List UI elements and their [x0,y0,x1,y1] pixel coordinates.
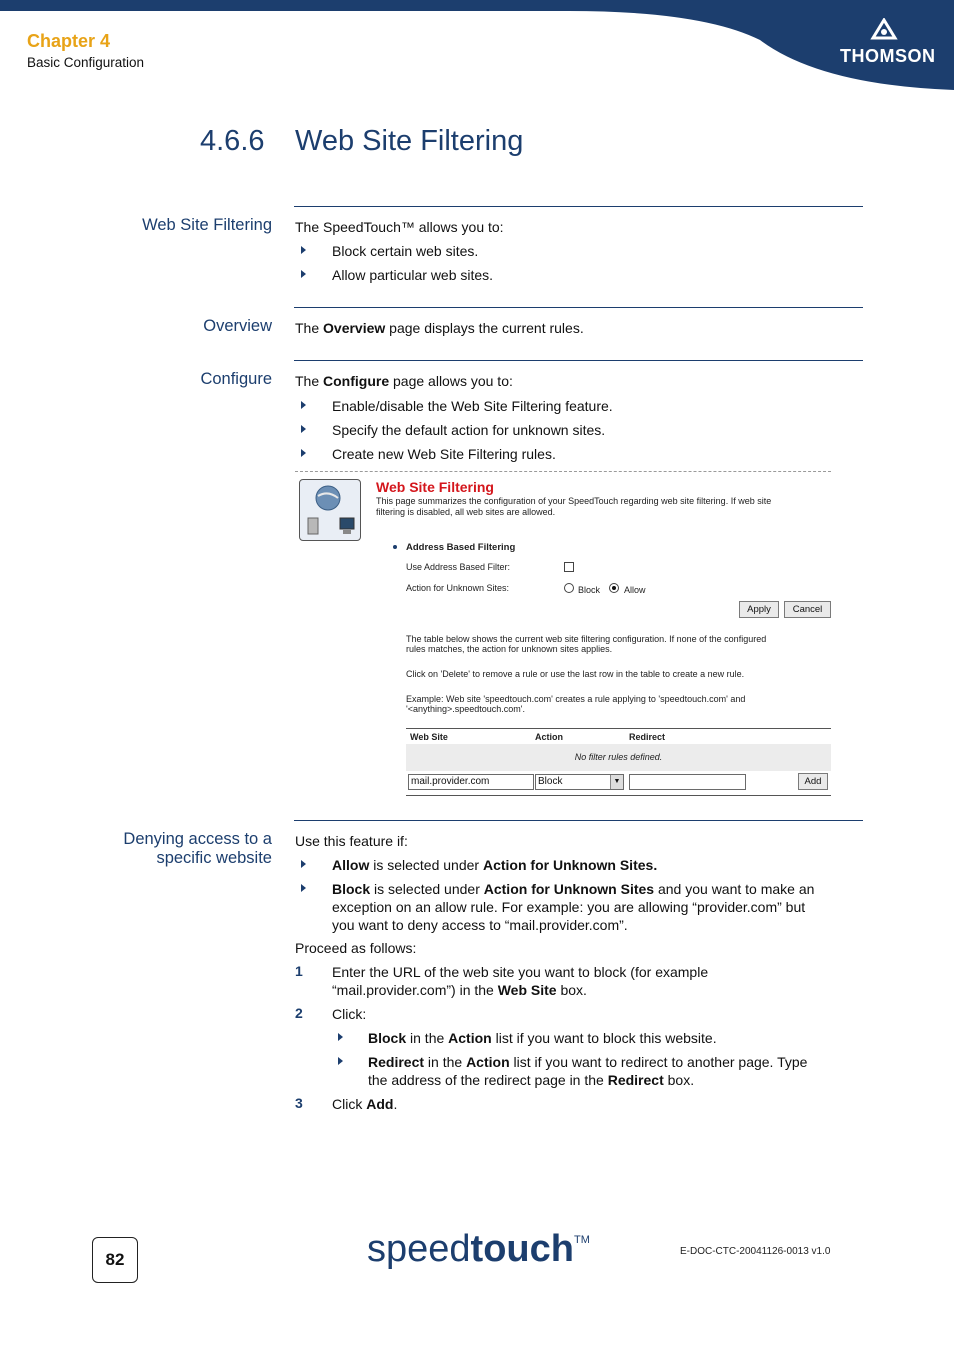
bullet-text: Specify the default action for unknown sites. [332,422,606,438]
divider [294,307,863,308]
web-site-input[interactable]: mail.provider.com [408,774,534,790]
action-unknown-label: Action for Unknown Sites: [406,583,510,593]
configure-text: The Configure page allows you to: [295,373,513,389]
chevron-down-icon: ▼ [610,775,623,789]
step-2-text: Click: [332,1006,367,1022]
rules-table-header [406,728,831,745]
allow-radio[interactable] [609,583,619,593]
section-number: 4.6.6 [200,125,265,157]
side-heading-web-site-filtering: Web Site Filtering [142,216,272,234]
cancel-button[interactable]: Cancel [784,601,831,618]
add-button[interactable]: Add [798,773,828,790]
step-number: 3 [295,1095,303,1111]
info-text-delete: Click on 'Delete' to remove a rule or use the last row in the table to create a new rule. [406,669,745,679]
page-number: 82 [92,1237,138,1283]
screenshot-title: Web Site Filtering [376,479,494,495]
bullet-text: Allow particular web sites. [332,267,494,283]
bullet-arrow-icon [301,401,306,409]
bullet-arrow-icon [301,425,306,433]
bullet-text: Create new Web Site Filtering rules. [332,446,556,462]
web-filter-globe-icon [299,479,361,541]
side-heading-deny-line1: Denying access to a [123,830,272,848]
intro-bullets [295,242,855,290]
thomson-logo-text: THOMSON [840,46,936,66]
header-banner [0,0,954,95]
configure-bullets [295,397,855,469]
bullet-arrow-icon [301,884,306,892]
info-text-example-line2: '<anything>.speedtouch.com'. [406,704,526,714]
bullet-arrow-icon [301,246,306,254]
deny-bullets [295,856,863,939]
section-dot-icon [393,545,397,549]
step-2a-text: Block in the Action list if you want to block this website. [368,1030,717,1046]
screenshot-top-dashed-line [295,471,831,472]
screenshot-description-line1: This page summarizes the configuration of your SpeedTouch regarding web site filtering. If web site [376,496,772,506]
block-radio-label: Block [578,585,601,595]
steps-list [295,963,863,1113]
rules-table-new-row [406,771,831,796]
no-rules-text: No filter rules defined. [574,752,663,762]
overview-text: The Overview page displays the current rules. [295,320,584,336]
thomson-logo-icon [870,18,898,42]
col-action: Action [535,732,563,742]
speedtouch-logo: speedtouch™ [367,1228,590,1270]
redirect-input[interactable] [629,774,746,790]
info-text-example-line1: Example: Web site 'speedtouch.com' creates a rule applying to 'speedtouch.com' and [406,694,746,704]
proceed-text: Proceed as follows: [295,940,417,956]
allow-radio-label: Allow [624,585,646,595]
bullet-text: Enable/disable the Web Site Filtering feature. [332,398,613,414]
side-heading-deny-line2: specific website [156,849,272,867]
bullet-arrow-icon [338,1033,343,1041]
intro-text: The SpeedTouch™ allows you to: [295,219,504,235]
chapter-subtitle: Basic Configuration [27,55,145,70]
chapter-label: Chapter 4 [27,31,111,51]
screenshot-description-line2: filtering is disabled, all web sites are allowed. [376,507,556,517]
bullet-text: Block is selected under Action for Unknown Sites and you want to make an exception on an allow rule. For example: you are allowing “provider.com” but you want to deny access to “mail.provider.com”. [332,881,815,933]
bullet-arrow-icon [301,449,306,457]
bullet-text: Block certain web sites. [332,243,479,259]
divider [294,206,863,207]
divider [294,360,863,361]
deny-intro: Use this feature if: [295,833,408,849]
section-title: Web Site Filtering [295,125,524,157]
use-filter-checkbox[interactable] [564,562,574,572]
col-web-site: Web Site [410,732,448,742]
info-text-line1: The table below shows the current web site filtering configuration. If none of the configured [406,634,767,644]
bullet-arrow-icon [301,860,306,868]
divider [294,820,863,821]
action-select[interactable] [535,774,624,790]
col-redirect: Redirect [629,732,666,742]
side-heading-configure: Configure [200,370,272,388]
bullet-text: Allow is selected under Action for Unknown Sites. [332,857,658,873]
step-number: 2 [295,1005,303,1021]
info-text-line2: rules matches, the action for unknown sites applies. [406,644,613,654]
block-radio[interactable] [564,583,574,593]
use-filter-label: Use Address Based Filter: [406,562,511,572]
step-2b-text: Redirect in the Action list if you want to redirect to another page. Type the address of the redirect page in the Redirect box. [368,1054,808,1088]
rules-table-empty-row [406,744,831,771]
step-number: 1 [295,963,303,979]
document-id: E-DOC-CTC-20041126-0013 v1.0 [680,1246,831,1257]
address-filter-heading: Address Based Filtering [406,542,516,553]
bullet-arrow-icon [301,270,306,278]
action-select-value: Block [538,776,563,787]
bullet-arrow-icon [338,1057,343,1065]
apply-button[interactable]: Apply [739,601,779,618]
step-1-text: Enter the URL of the web site you want to block (for example “mail.provider.com”) in the Web Site box. [332,964,709,998]
side-heading-overview: Overview [203,317,272,335]
step-3-text: Click Add. [332,1096,398,1112]
